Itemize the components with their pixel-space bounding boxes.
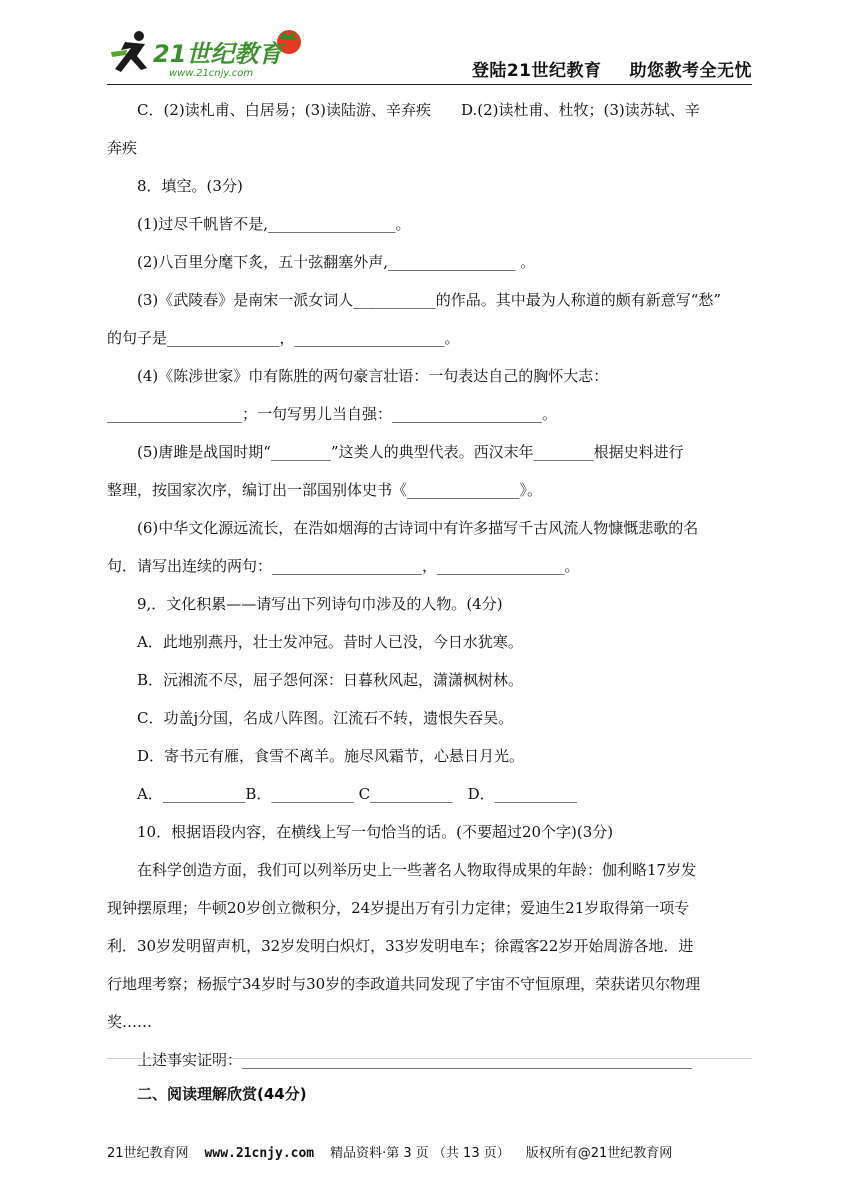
footer-copyright: 版权所有@21世纪教育网 bbox=[525, 1146, 673, 1161]
section-heading: 二、阅读理解欣赏(44分) bbox=[137, 1085, 307, 1103]
text-line: (5)唐雎是战国时期“________”这类人的典型代表。西汉末年________根据史料进行 bbox=[137, 443, 684, 461]
logo-text: 21世纪教育 bbox=[153, 40, 283, 68]
page-header bbox=[107, 28, 752, 84]
text-line: 现钟摆原理；牛顿20岁创立微积分，24岁提出万有引力定律；爱迪生21岁取得第一项专 bbox=[107, 899, 690, 917]
answer-line: 上述事实证明：____________________________________________________________ bbox=[137, 1051, 693, 1069]
footer-page-info: 精品资料·第 3 页 （共 13 页） bbox=[330, 1146, 510, 1161]
question-10-title: 10．根据语段内容，在横线上写一句恰当的话。(不要超过20个字)(3分) bbox=[137, 823, 614, 841]
text-line: C．功盖j分国，名成八阵图。江流石不转，遗恨失吞吴。 bbox=[137, 709, 514, 727]
document-body bbox=[107, 98, 752, 1086]
text-line: 在科学创造方面，我们可以列举历史上一些著名人物取得成果的年龄：伽利略17岁发 bbox=[137, 861, 697, 879]
text-line: 奖…… bbox=[107, 1013, 153, 1031]
text-line: (3)《武陵春》是南宋一派女词人___________的作品。其中最为人称道的颇有新意写“愁” bbox=[137, 291, 722, 309]
answer-blanks: A．___________B．___________ C___________ D．___________ bbox=[137, 785, 578, 803]
text-line: B．沅湘流不尽，屈子怨何深：日暮秋风起，潇潇枫树林。 bbox=[137, 671, 524, 689]
text-line: __________________；一句写男儿当自强：____________________。 bbox=[107, 405, 558, 423]
text-line: 的句子是_______________，____________________。 bbox=[107, 329, 460, 347]
text-line: (4)《陈涉世家》巾有陈胜的两句豪言壮语：一句表达自己的胸怀大志： bbox=[137, 367, 609, 385]
text-line: A．此地别燕丹，壮士发冲冠。昔时人已没，今日水犹寒。 bbox=[137, 633, 523, 651]
text-line: 整理，按国家次序，编订出一部国别体史书《_______________》。 bbox=[107, 481, 543, 499]
page-footer bbox=[107, 1142, 752, 1161]
text-line: (2)八百里分麾下炙，五十弦翻塞外声,_________________ 。 bbox=[137, 253, 536, 271]
header-slogan bbox=[472, 56, 752, 81]
question-9-title: 9,．文化积累——请写出下列诗句巾涉及的人物。(4分) bbox=[137, 595, 503, 613]
slogan-right: 助您教考全无忧 bbox=[629, 61, 752, 81]
header-divider bbox=[107, 84, 752, 85]
logo-url: www.21cnjy.com bbox=[169, 68, 254, 79]
text-line: (1)过尽千帆皆不是,_________________。 bbox=[137, 215, 411, 233]
text-line: 奔疾 bbox=[107, 139, 138, 157]
section-divider bbox=[107, 1058, 752, 1059]
runner-icon bbox=[111, 31, 147, 72]
slogan-left: 登陆21世纪教育 bbox=[471, 61, 602, 81]
text-line: 利．30岁发明留声机，32岁发明白炽灯，33岁发明电车；徐霞客22岁开始周游各地．进 bbox=[107, 937, 694, 955]
site-logo[interactable] bbox=[107, 28, 307, 80]
text-line: (6)中华文化源远流长，在浩如烟海的古诗词中有许多描写千古风流人物慷慨悲歌的名 bbox=[137, 519, 699, 537]
footer-site: 21世纪教育网 bbox=[107, 1146, 189, 1161]
footer-url[interactable]: www.21cnjy.com bbox=[204, 1146, 315, 1161]
text-line: D．寄书元有雁，食雪不离羊。施尽风霜节，心悬日月光。 bbox=[137, 747, 525, 765]
text-line: 句．请写出连续的两句：____________________，_________________。 bbox=[107, 557, 580, 575]
text-line: 行地理考察；杨振宁34岁时与30岁的李政道共同发现了宇宙不守恒原理，荣获诺贝尔物理 bbox=[107, 975, 701, 993]
text-line: C．(2)读札甫、白居易；(3)读陆游、辛弃疾 D.(2)读杜甫、杜牧；(3)读苏轼、辛 bbox=[137, 101, 700, 119]
question-8-title: 8．填空。(3分) bbox=[137, 177, 243, 195]
